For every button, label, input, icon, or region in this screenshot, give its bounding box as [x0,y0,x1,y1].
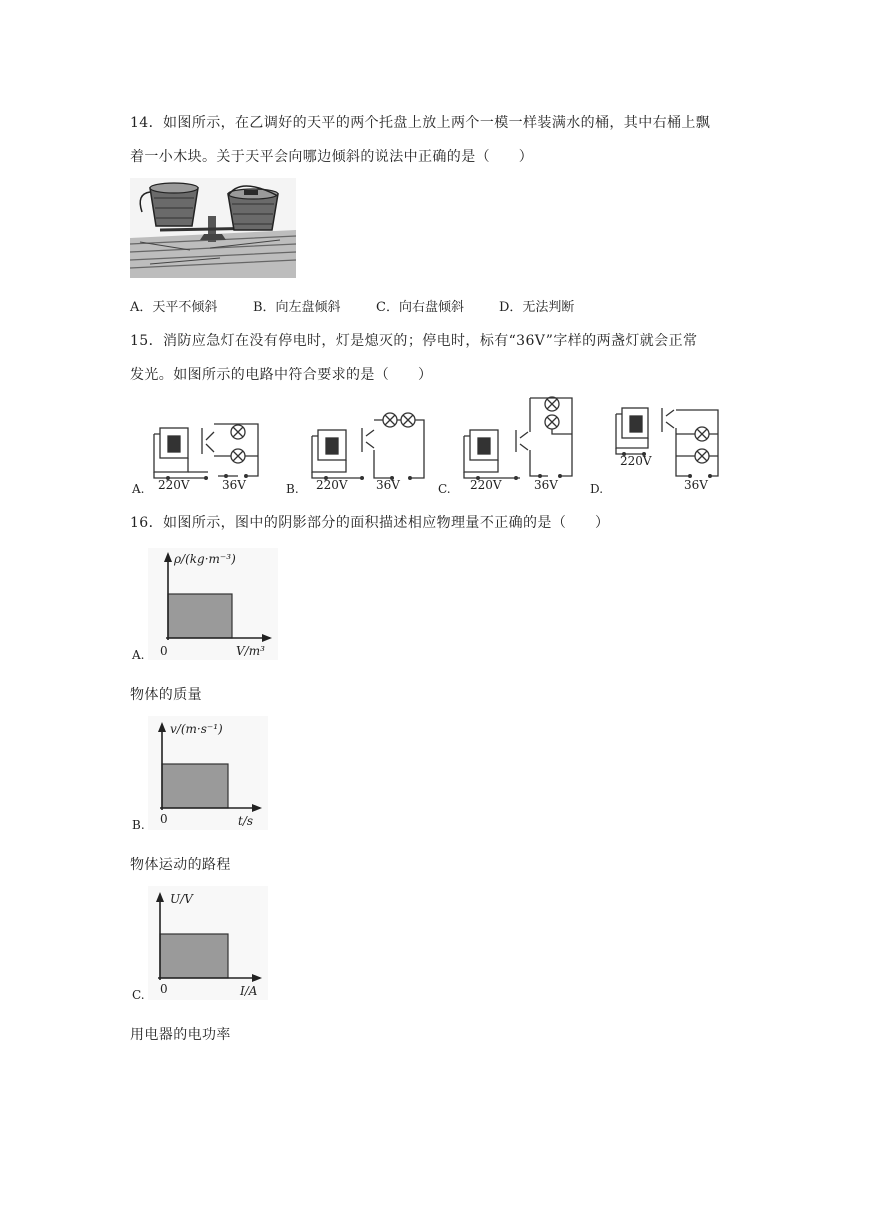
q15-text-line2: 发光。如图所示的电路中符合要求的是（ ） [130,367,433,383]
q14-option-b: B．向左盘倾斜 [253,300,341,315]
graph-a-x-axis-label: V/m³ [236,644,265,658]
q15-option-d-36v: 36V [684,478,708,492]
q15-option-b-letter: B. [286,482,299,496]
graph-b-x-axis-label: t/s [238,814,254,828]
graph-b-origin: 0 [160,812,168,826]
q14-option-a: A．天平不倾斜 [130,300,218,315]
q14-option-c: C．向右盘倾斜 [376,300,464,315]
q15-option-b-220v: 220V [316,478,348,492]
q15-option-a-220v: 220V [158,478,190,492]
graph-c-x-axis-label: I/A [240,984,258,998]
circuit-d-diagram [614,400,734,496]
q15-option-d-220v: 220V [620,454,652,468]
q14-text-line1: 14．如图所示，在乙调好的天平的两个托盘上放上两个一模一样装满水的桶，其中右桶上飘 [130,115,711,131]
q15-text-line1: 15．消防应急灯在没有停电时，灯是熄灭的；停电时，标有“36V”字样的两盏灯就会正常 [130,333,698,349]
q15-option-c-36v: 36V [534,478,558,492]
q16-option-c-caption: 用电器的电功率 [130,1027,231,1043]
q16-option-c-letter: C. [132,988,145,1002]
q16-option-b-letter: B. [132,818,145,832]
q16-option-a-caption: 物体的质量 [130,687,202,703]
q15-option-d-letter: D. [590,482,604,496]
graph-c-origin: 0 [160,982,168,996]
q16-option-a-letter: A. [132,648,145,662]
balance-with-buckets-image [130,178,296,278]
q16-option-b-caption: 物体运动的路程 [130,857,231,873]
q15-option-c-letter: C. [438,482,451,496]
q15-option-a-36v: 36V [222,478,246,492]
q15-option-c-220v: 220V [470,478,502,492]
q14-text-line2: 着一小木块。关于天平会向哪边倾斜的说法中正确的是（ ） [130,149,534,165]
q14-option-d: D．无法判断 [499,300,575,315]
q15-option-a-letter: A. [132,482,145,496]
graph-a-y-axis-label: ρ/(kg·m⁻³) [174,552,236,566]
graph-a-origin: 0 [160,644,168,658]
graph-c-y-axis-label: U/V [170,892,193,906]
graph-b-y-axis-label: v/(m·s⁻¹) [170,722,223,736]
q15-option-b-36v: 36V [376,478,400,492]
q16-text-line1: 16．如图所示，图中的阴影部分的面积描述相应物理量不正确的是（ ） [130,515,610,531]
